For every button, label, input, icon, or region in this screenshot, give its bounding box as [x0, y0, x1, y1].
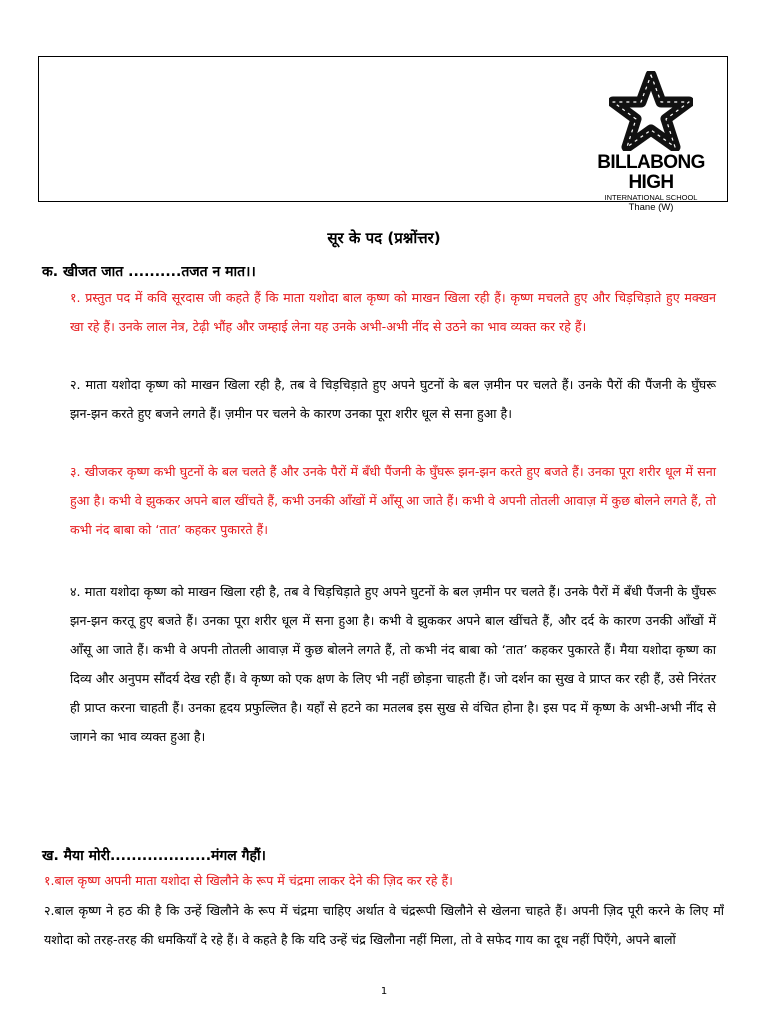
answer-text: २.बाल कृष्ण ने हठ की है कि उन्हें खिलौने के रूप में चंद्रमा चाहिए अर्थात वे चंद्ररूपी खिलौने से खेलना चाहते हैं। अपनी ज़िद पूरी करने के लिए माँ यशोदा को तरह-तरह की धमकियाँ दे रहे हैं। वे कहते है कि यदि उन्हें चंद्र खिलौना नहीं मिला, तो वे सफेद गाय का दूध नहीं पिएँगे, अपने बालों	[44, 903, 724, 947]
answer-b-2	[44, 896, 724, 954]
school-subtitle: INTERNATIONAL SCHOOL	[604, 193, 698, 202]
answer-text: १. प्रस्तुत पद में कवि सूरदास जी कहते हैं कि माता यशोदा बाल कृष्ण को माखन खिला रही हैं। कृष्ण मचलते हुए और चिड़चिड़ाते हुए मक्खन खा रहे हैं। उनके लाल नेत्र, टेढ़ी भौंह और जम्हाई लेना यह उनके अभी-अभी नींद से उठने का भाव व्यक्त कर रहे हैं।	[70, 290, 716, 334]
section-b-heading: ख. मैया मोरी...................मंगल गैहौं।	[42, 848, 266, 864]
section-a-heading: क. खीजत जात ..........तजत न मात।।	[42, 264, 256, 280]
answer-text: ३. खीजकर कृष्ण कभी घुटनों के बल चलते हैं और उनके पैरों में बँधी पैंजनी के घुँघरू झन-झन करते हुए बजते हैं। उनका पूरा शरीर धूल में सना हुआ है। कभी वे झुककर अपने बाल खींचते हैं, कभी उनकी आँखों में आँसू आ जाते हैं। कभी वे अपनी तोतली आवाज़ में कुछ बोलने लगते हैं, तो कभी नंद बाबा को ‘तात’ कहकर पुकारते हैं।	[70, 464, 716, 537]
answer-a-3	[70, 457, 716, 544]
page-number: 1	[380, 986, 388, 997]
answer-a-1	[70, 283, 716, 341]
school-name: BILLABONG HIGH	[597, 152, 705, 193]
answer-text: ४. माता यशोदा कृष्ण को माखन खिला रही है, तब वे चिड़चिड़ाते हुए अपने घुटनों के बल ज़मीन पर चलते हैं। उनके पैरों में बँधी पैंजनी के घुँघरू झन-झन करतू हुए बजते हैं। उनका पूरा शरीर धूल में सना हुआ है। कभी वे झुककर अपने बाल खींचते हैं, और दर्द के कारण उनकी आँखों में आँसू आ जाते हैं। कभी वे अपनी तोतली आवाज़ में कुछ बोलने लगते हैं, तो कभी नंद बाबा को ‘तात’ कहकर पुकारते हैं। मैया यशोदा कृष्ण का दिव्य और अनुपम सौंदर्य देख रही हैं। वे कृष्ण को एक क्षण के लिए भी नहीं छोड़ना चाहती हैं। जो दर्शन का सुख वे प्राप्त कर रही हैं, उसे निरंतर ही प्राप्त करना चाहती हैं। उनका हृदय प्रफुल्लित है। यहाँ से हटने का मतलब इस सुख से वंचित होना है। इस पद में कृष्ण के अभी-अभी नींद से जागने का भाव व्यक्त हुआ है।	[70, 584, 716, 744]
answer-a-2	[70, 370, 716, 428]
page-title: सूर के पद (प्रश्नोंत्तर)	[327, 229, 441, 247]
school-logo	[581, 71, 721, 213]
answer-text: २. माता यशोदा कृष्ण को माखन खिला रही है, तब वे चिड़चिड़ाते हुए अपने घुटनों के बल ज़मीन पर चलते हैं। उनके पैरों की पैंजनी के घुँघरू झन-झन करते हुए बजने लगते हैं। ज़मीन पर चलने के कारण उनका पूरा शरीर धूल से सना हुआ है।	[70, 377, 716, 421]
star-logo-icon	[609, 71, 693, 151]
answer-text: १.बाल कृष्ण अपनी माता यशोदा से खिलौने के रूप में चंद्रमा लाकर देने की ज़िद कर रहे हैं।	[44, 873, 453, 888]
header-box	[38, 56, 728, 213]
school-city: Thane (W)	[628, 202, 674, 213]
answer-b-1	[44, 866, 724, 895]
answer-a-4	[70, 577, 716, 751]
